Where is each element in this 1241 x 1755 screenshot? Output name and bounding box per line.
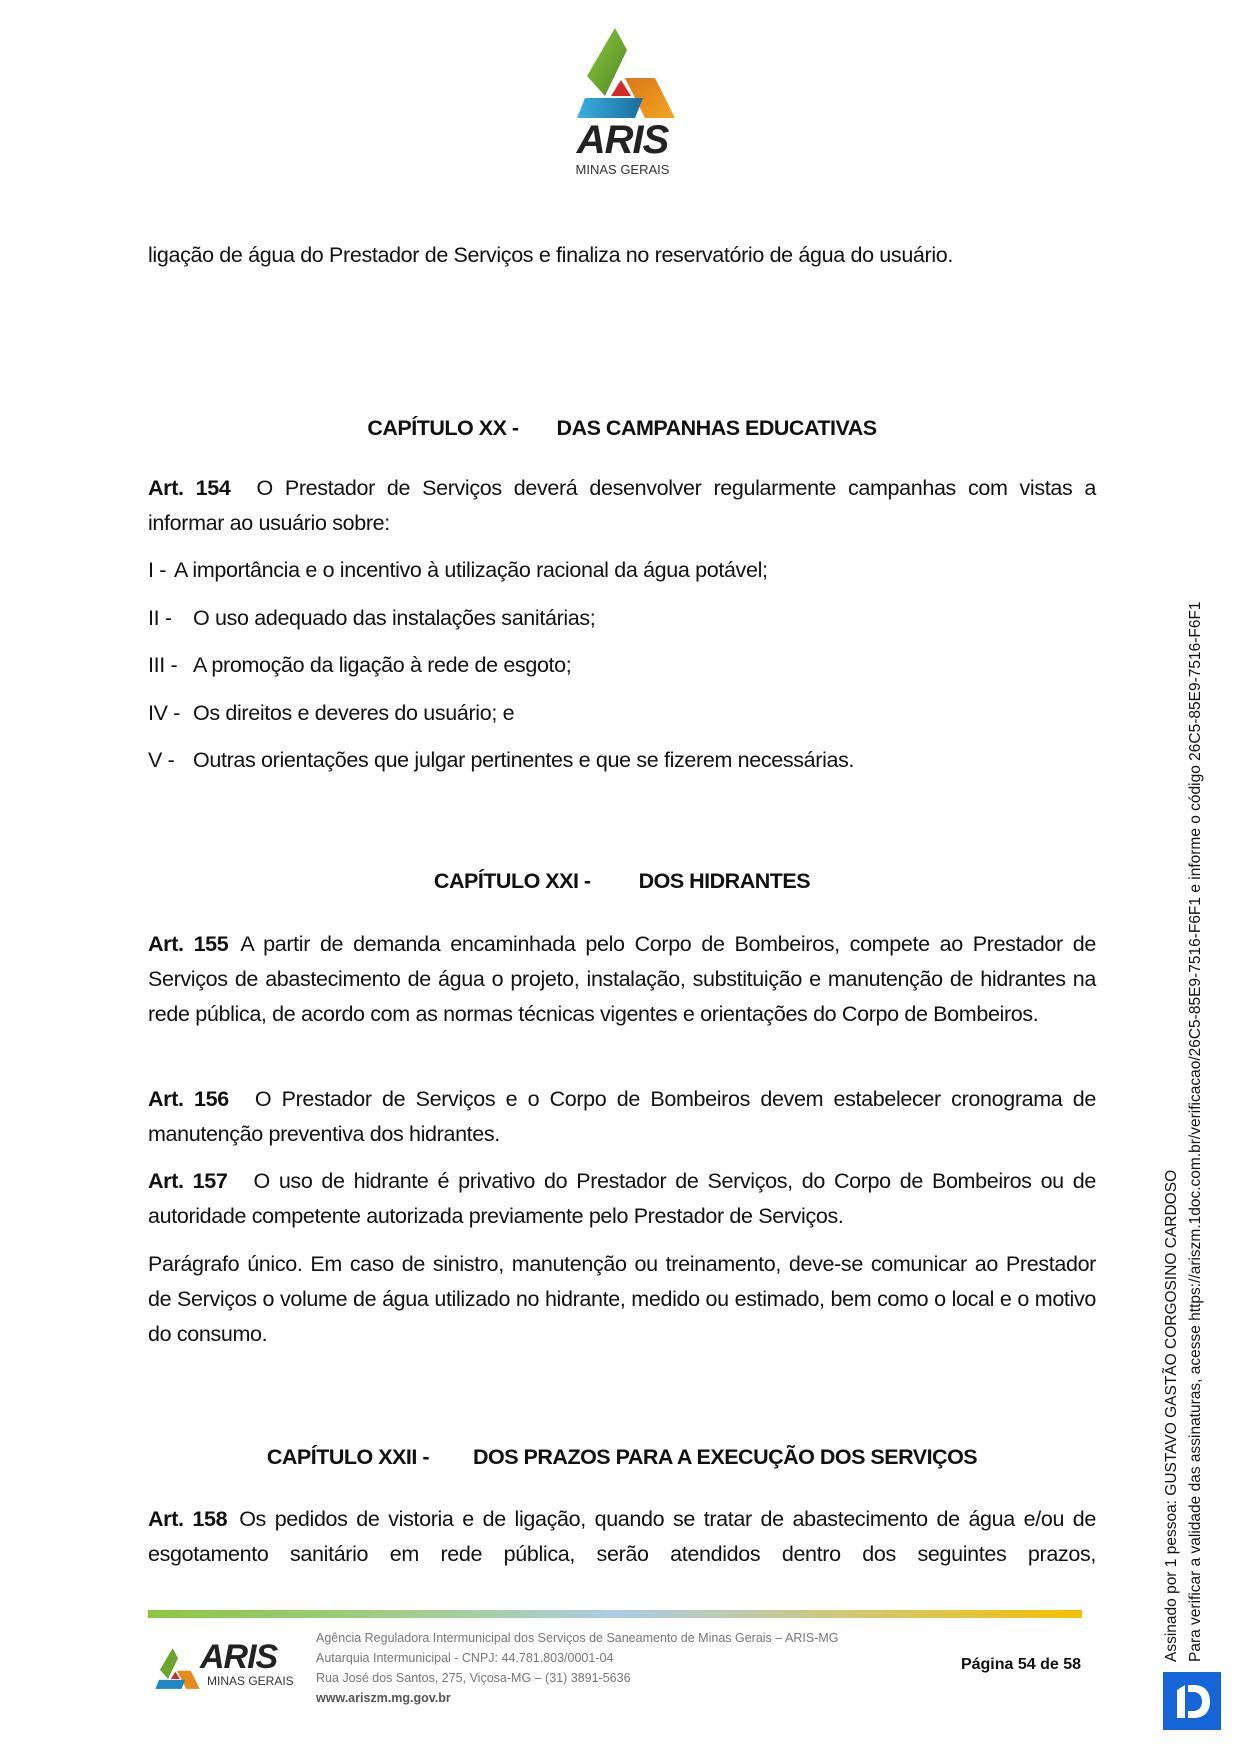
signature-signed-by: Assinado por 1 pessoa: GUSTAVO GASTÃO CORGOSINO CARDOSO (1163, 1169, 1180, 1662)
list-item (148, 745, 854, 775)
item-text: O uso adequado das instalações sanitárias; (193, 606, 596, 630)
item-text: A promoção da ligação à rede de esgoto; (193, 653, 572, 677)
footer-address: Rua José dos Santos, 275, Viçosa-MG – (31) 3891-5636 (316, 1671, 631, 1685)
list-item (148, 603, 595, 633)
footer-cnpj: Autarquia Intermunicipal - CNPJ: 44.781.803/0001-04 (316, 1651, 614, 1665)
list-item (148, 650, 571, 680)
item-text: Outras orientações que julgar pertinentes e que se fizerem necessárias. (193, 748, 855, 772)
article-label: Art. 158 (148, 1507, 228, 1531)
chapter-title: DOS PRAZOS PARA A EXECUÇÃO DOS SERVIÇOS (472, 1445, 978, 1469)
page-number: Página 54 de 58 (960, 1656, 1081, 1673)
article-label: Art. 157 (148, 1169, 228, 1193)
item-number: II - (148, 606, 172, 630)
item-number: I - (148, 558, 167, 582)
article-155 (148, 927, 1096, 1032)
chapter-title: DOS HIDRANTES (638, 869, 811, 893)
aris-triangle-icon (565, 28, 680, 120)
article-text: Os pedidos de vistoria e de ligação, quando se tratar de abastecimento de água e/ou de esgotamento sanitário em rede pública, serão atendidos dentro dos seguintes prazos, (148, 1507, 1096, 1566)
chapter-heading (148, 413, 1096, 443)
article-156 (148, 1082, 1096, 1152)
article-text: O Prestador de Serviços deverá desenvolver regularmente campanhas com vistas a informar ao usuário sobre: (148, 476, 1096, 535)
logo-subtitle: MINAS GERAIS (575, 162, 670, 177)
footer-agency-name: Agência Reguladora Intermunicipal dos Serviços de Saneamento de Minas Gerais – ARIS-MG (316, 1631, 839, 1645)
list-item (148, 698, 514, 728)
paragrafo-unico: Parágrafo único. Em caso de sinistro, manutenção ou treinamento, deve-se comunicar ao Prestador de Serviços o volume de água utilizado no hidrante, medido ou estimado, bem como o local e o motivo do consumo. (148, 1252, 1096, 1346)
chapter-heading (148, 866, 1096, 896)
item-number: IV - (148, 701, 181, 725)
footer-logo (150, 1640, 300, 1696)
chapter-number: CAPÍTULO XX - (367, 416, 519, 440)
item-number: III - (148, 653, 178, 677)
article-text: A partir de demanda encaminhada pelo Corpo de Bombeiros, compete ao Prestador de Serviços de abastecimento de água o projeto, instalação, substituição e manutenção de hidrantes na rede pública, de acordo com as normas técnicas vigentes e orientações do Corpo de Bombeiros. (148, 932, 1096, 1026)
aris-triangle-icon (150, 1644, 202, 1694)
article-158 (148, 1502, 1096, 1572)
chapter-number: CAPÍTULO XXII - (266, 1445, 429, 1469)
footer-divider (148, 1610, 1082, 1618)
article-label: Art. 156 (148, 1087, 229, 1111)
aris-logo (565, 28, 680, 180)
article-154 (148, 471, 1096, 541)
article-text: O Prestador de Serviços e o Corpo de Bombeiros devem estabelecer cronograma de manutenção preventiva dos hidrantes. (148, 1087, 1096, 1146)
chapter-title: DAS CAMPANHAS EDUCATIVAS (556, 416, 877, 440)
article-text: O uso de hidrante é privativo do Prestador de Serviços, do Corpo de Bombeiros ou de autoridade competente autorizada previamente pelo Prestador de Serviços. (148, 1169, 1096, 1228)
item-text: A importância e o incentivo à utilização racional da água potável; (174, 558, 768, 582)
signature-verify-link[interactable]: Para verificar a validade das assinaturas, acesse https://ariszm.1doc.com.br/verificacao/26C5-85E9-7516-F6F1 e informe o código 26C5-85E9-7516-F6F1 (1187, 601, 1204, 1662)
footer-logo-subtitle: MINAS GERAIS (207, 1674, 294, 1688)
article-label: Art. 155 (148, 932, 229, 956)
item-number: V - (148, 748, 175, 772)
list-item (148, 555, 768, 585)
article-label: Art. 154 (148, 476, 231, 500)
article-157 (148, 1164, 1096, 1234)
item-text: Os direitos e deveres do usuário; e (193, 701, 515, 725)
1doc-badge-icon[interactable] (1163, 1672, 1221, 1730)
chapter-number: CAPÍTULO XXI - (433, 869, 591, 893)
continuation-paragraph: ligação de água do Prestador de Serviços e finaliza no reservatório de água do usuário. (148, 243, 953, 267)
footer-logo-brand: ARIS (200, 1638, 278, 1676)
logo-brand: ARIS (576, 118, 669, 162)
footer-website-link[interactable]: www.ariszm.mg.gov.br (316, 1691, 451, 1705)
1doc-logo-icon (1163, 1672, 1221, 1730)
chapter-heading (148, 1442, 1096, 1472)
